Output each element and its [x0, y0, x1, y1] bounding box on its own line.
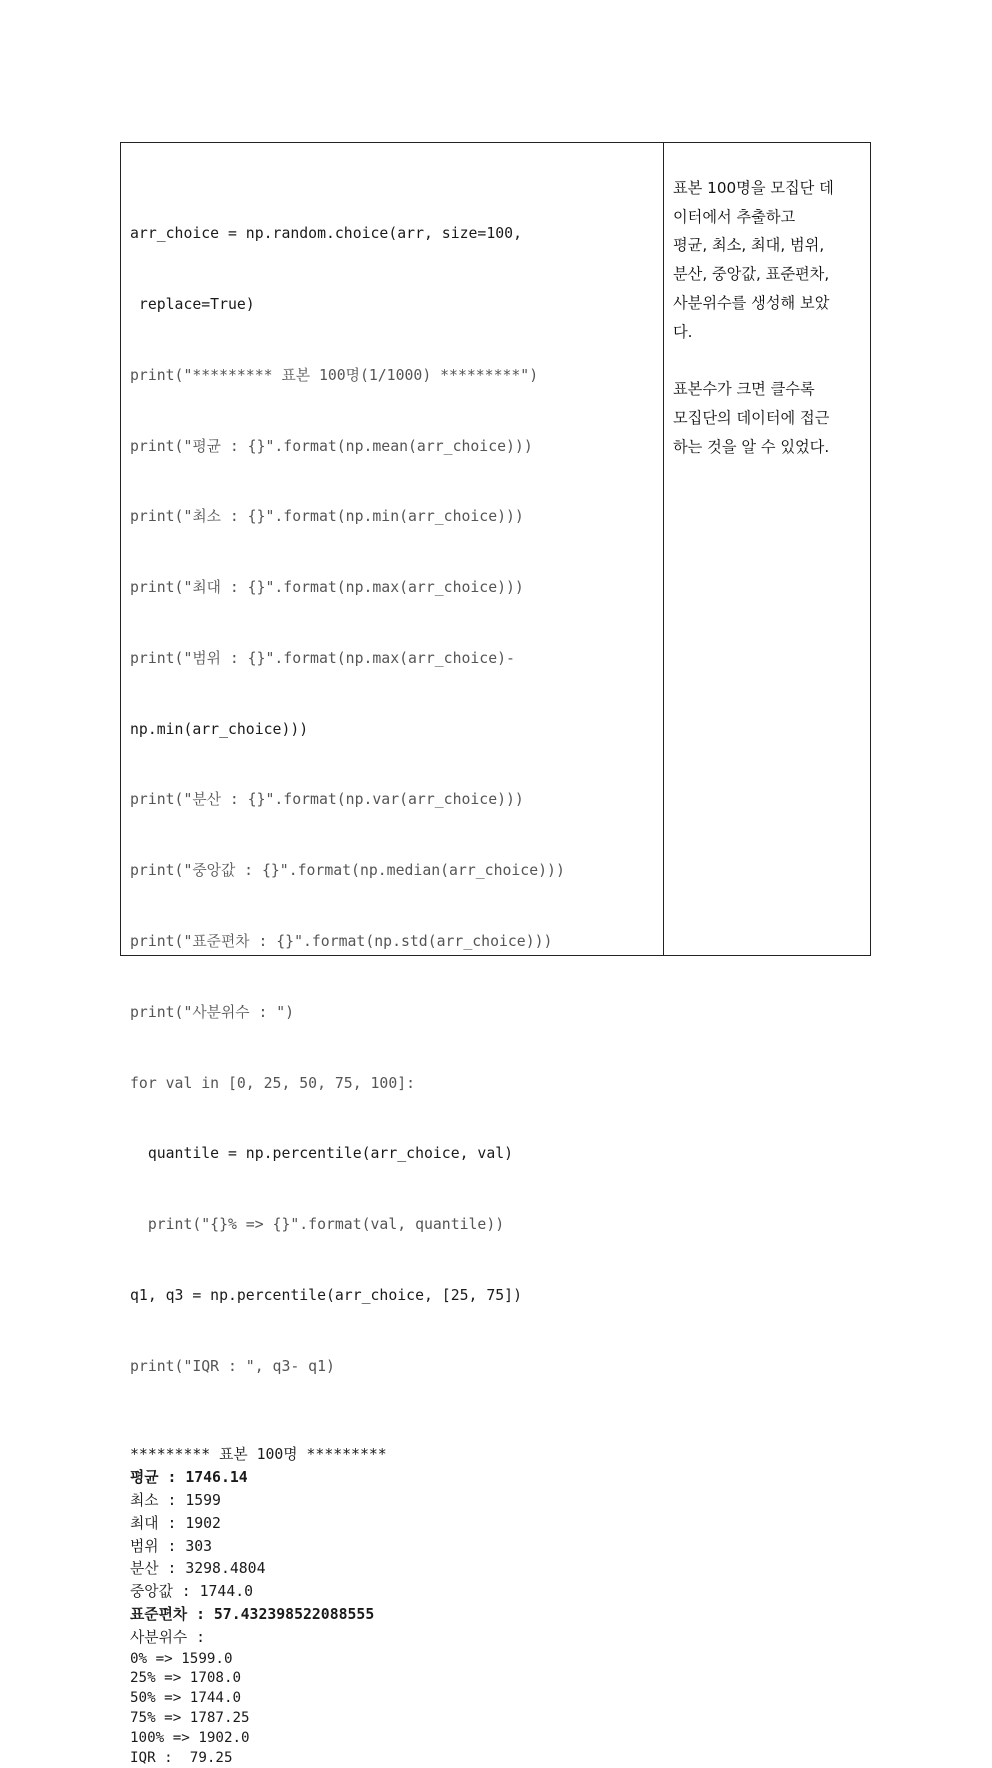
- output-min: 최소 : 1599: [130, 1492, 221, 1510]
- output-quartile: 100% => 1902.0: [130, 1729, 250, 1746]
- code-line: q1, q3 = np.percentile(arr_choice, [25, 75]): [130, 1286, 522, 1304]
- code-line: print("분산 : {}".format(np.var(arr_choice))): [130, 791, 524, 809]
- code-line: print("최대 : {}".format(np.max(arr_choice))): [130, 579, 524, 597]
- code-line: for val in [0, 25, 50, 75, 100]:: [130, 1074, 416, 1092]
- code-block: [130, 175, 663, 1425]
- output-iqr: IQR : 79.25: [130, 1749, 233, 1766]
- note-line: 다.: [673, 322, 693, 341]
- code-line: print("********* 표본 100명(1/1000) *********"): [130, 366, 539, 384]
- note-line: 표본 100명을 모집단 데: [673, 179, 834, 197]
- output-quartile: 50% => 1744.0: [130, 1690, 242, 1707]
- code-line: print("범위 : {}".format(np.max(arr_choice)-: [130, 649, 515, 667]
- note-cell: [664, 143, 870, 955]
- note-line: 평균, 최소, 최대, 범위,: [673, 236, 825, 255]
- code-cell: [121, 143, 664, 1766]
- code-line: print("{}% => {}".format(val, quantile)): [130, 1216, 505, 1234]
- output-median: 중앙값 : 1744.0: [130, 1583, 254, 1601]
- code-line: print("최소 : {}".format(np.min(arr_choice))): [130, 508, 524, 526]
- code-line: print("평균 : {}".format(np.mean(arr_choice))): [130, 437, 533, 455]
- output-quartile: 25% => 1708.0: [130, 1670, 242, 1687]
- code-line: arr_choice = np.random.choice(arr, size=100,: [130, 225, 522, 243]
- output-variance: 분산 : 3298.4804: [130, 1560, 266, 1578]
- output-std: 표준편차 : 57.432398522088555: [130, 1606, 375, 1624]
- output-mean: 평균 : 1746.14: [130, 1469, 248, 1487]
- code-line: print("표준편차 : {}".format(np.std(arr_choice))): [130, 933, 553, 950]
- output-quartile-label: 사분위수 :: [130, 1628, 205, 1646]
- document-table: [120, 142, 871, 1766]
- note-line: 분산, 중앙값, 표준편차,: [673, 265, 830, 284]
- output-header: ********* 표본 100명 *********: [130, 1446, 387, 1464]
- note-line: 하는 것을 알 수 있었다.: [673, 437, 830, 456]
- note-line: 이터에서 추출하고: [673, 207, 796, 226]
- code-line: print("중앙값 : {}".format(np.median(arr_choice))): [130, 862, 565, 880]
- code-line: replace=True): [130, 295, 255, 313]
- output-max: 최대 : 1902: [130, 1514, 221, 1532]
- output-range: 범위 : 303: [130, 1537, 213, 1555]
- note-line: 표본수가 크면 클수록: [673, 380, 815, 399]
- code-line: np.min(arr_choice))): [130, 720, 309, 738]
- output-quartile: 0% => 1599.0: [130, 1650, 233, 1667]
- note-line: 모집단의 데이터에 접근: [673, 408, 830, 427]
- output-quartile: 75% => 1787.25: [130, 1710, 250, 1727]
- code-line: print("사분위수 : "): [130, 1003, 295, 1021]
- program-output: [130, 1444, 663, 1768]
- note-line: 사분위수를 생성해 보았: [673, 293, 830, 312]
- code-line: quantile = np.percentile(arr_choice, val): [130, 1145, 514, 1163]
- code-line: print("IQR : ", q3- q1): [130, 1357, 335, 1375]
